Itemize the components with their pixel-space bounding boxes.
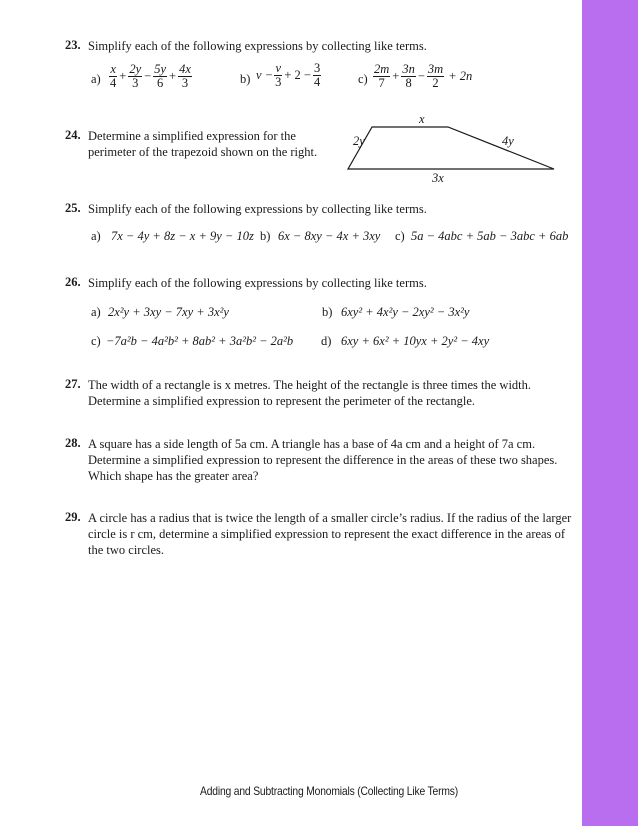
page-footer: Adding and Subtracting Monomials (Collecting Like Terms): [200, 784, 459, 798]
q26-b-label: b): [322, 305, 333, 319]
question-23-number: 23.: [65, 38, 81, 52]
question-27-number: 27.: [65, 377, 81, 391]
q26-a-expression: 2x²y + 3xy − 7xy + 3x²y: [108, 305, 229, 319]
q23-c-label: c): [358, 72, 368, 86]
q25-b-expression: 6x − 8xy − 4x + 3xy: [278, 229, 381, 243]
question-26-text: Simplify each of the following expressions by collecting like terms.: [88, 276, 427, 290]
question-29-number: 29.: [65, 510, 81, 524]
q26-b-expression: 6xy² + 4x²y − 2xy² − 3x²y: [341, 305, 470, 319]
q23-b-expression: v − $\frac{v}{3}$ + 2 − $\frac{3}{4}$: [256, 61, 321, 89]
q25-a-expression: 7x − 4y + 8z − x + 9y − 10z: [111, 229, 254, 243]
q23-a-label: a): [91, 72, 101, 86]
purple-sidebar: [582, 0, 638, 826]
q23-a-expression: $\frac{x}{4}$ + $\frac{2y}{3}$ − $\frac{5y}{6}$ + $\frac{4x}{3}$: [110, 62, 191, 90]
question-24-text: Determine a simplified expression for the perimeter of the trapezoid shown on the right.: [88, 129, 318, 159]
trapezoid-right-label: 4y: [502, 134, 514, 148]
trapezoid-top-label: x: [419, 112, 425, 126]
q25-c-expression: 5a − 4abc + 5ab − 3abc + 6ab: [411, 229, 569, 243]
q26-a-label: a): [91, 305, 101, 319]
question-25-number: 25.: [65, 201, 81, 215]
q26-c-label: c): [91, 334, 101, 348]
trapezoid-left-label: 2y: [353, 134, 365, 148]
question-26-number: 26.: [65, 275, 81, 289]
q23-b-label: b): [240, 72, 251, 86]
question-24-number: 24.: [65, 128, 81, 142]
q26-d-label: d): [321, 334, 332, 348]
trapezoid-bottom-label: 3x: [432, 171, 444, 185]
trapezoid-shape: [348, 127, 554, 169]
question-25-text: Simplify each of the following expressions by collecting like terms.: [88, 202, 427, 216]
question-27-text: The width of a rectangle is x metres. The height of the rectangle is three times the width. Determine a simplified expression to represent the perimeter of the rectangle.: [88, 378, 532, 408]
question-28-number: 28.: [65, 436, 81, 450]
question-28-text: A square has a side length of 5a cm. A triangle has a base of 4a cm and a height of 7a cm. Determine a simplified expression to represent the difference in the areas of these two shapes. Which shape has the greater area?: [88, 437, 558, 483]
q25-c-label: c): [395, 229, 405, 243]
q26-c-expression: −7a²b − 4a²b² + 8ab² + 3a²b² − 2a²b: [106, 334, 294, 348]
trapezoid-figure: [340, 112, 570, 192]
question-29-text: A circle has a radius that is twice the length of a smaller circle’s radius. If the radius of the larger circle is r cm, determine a simplified expression to represent the exact difference in the areas of the two circles.: [88, 511, 572, 557]
q26-d-expression: 6xy + 6x² + 10yx + 2y² − 4xy: [341, 334, 490, 348]
question-23-text: Simplify each of the following expressions by collecting like terms.: [88, 39, 427, 53]
q25-b-label: b): [260, 229, 271, 243]
q23-c-expression: $\frac{2m}{7}$ + $\frac{3n}{8}$ − $\frac{3m}{2}$ + 2n: [374, 62, 473, 90]
q25-a-label: a): [91, 229, 101, 243]
